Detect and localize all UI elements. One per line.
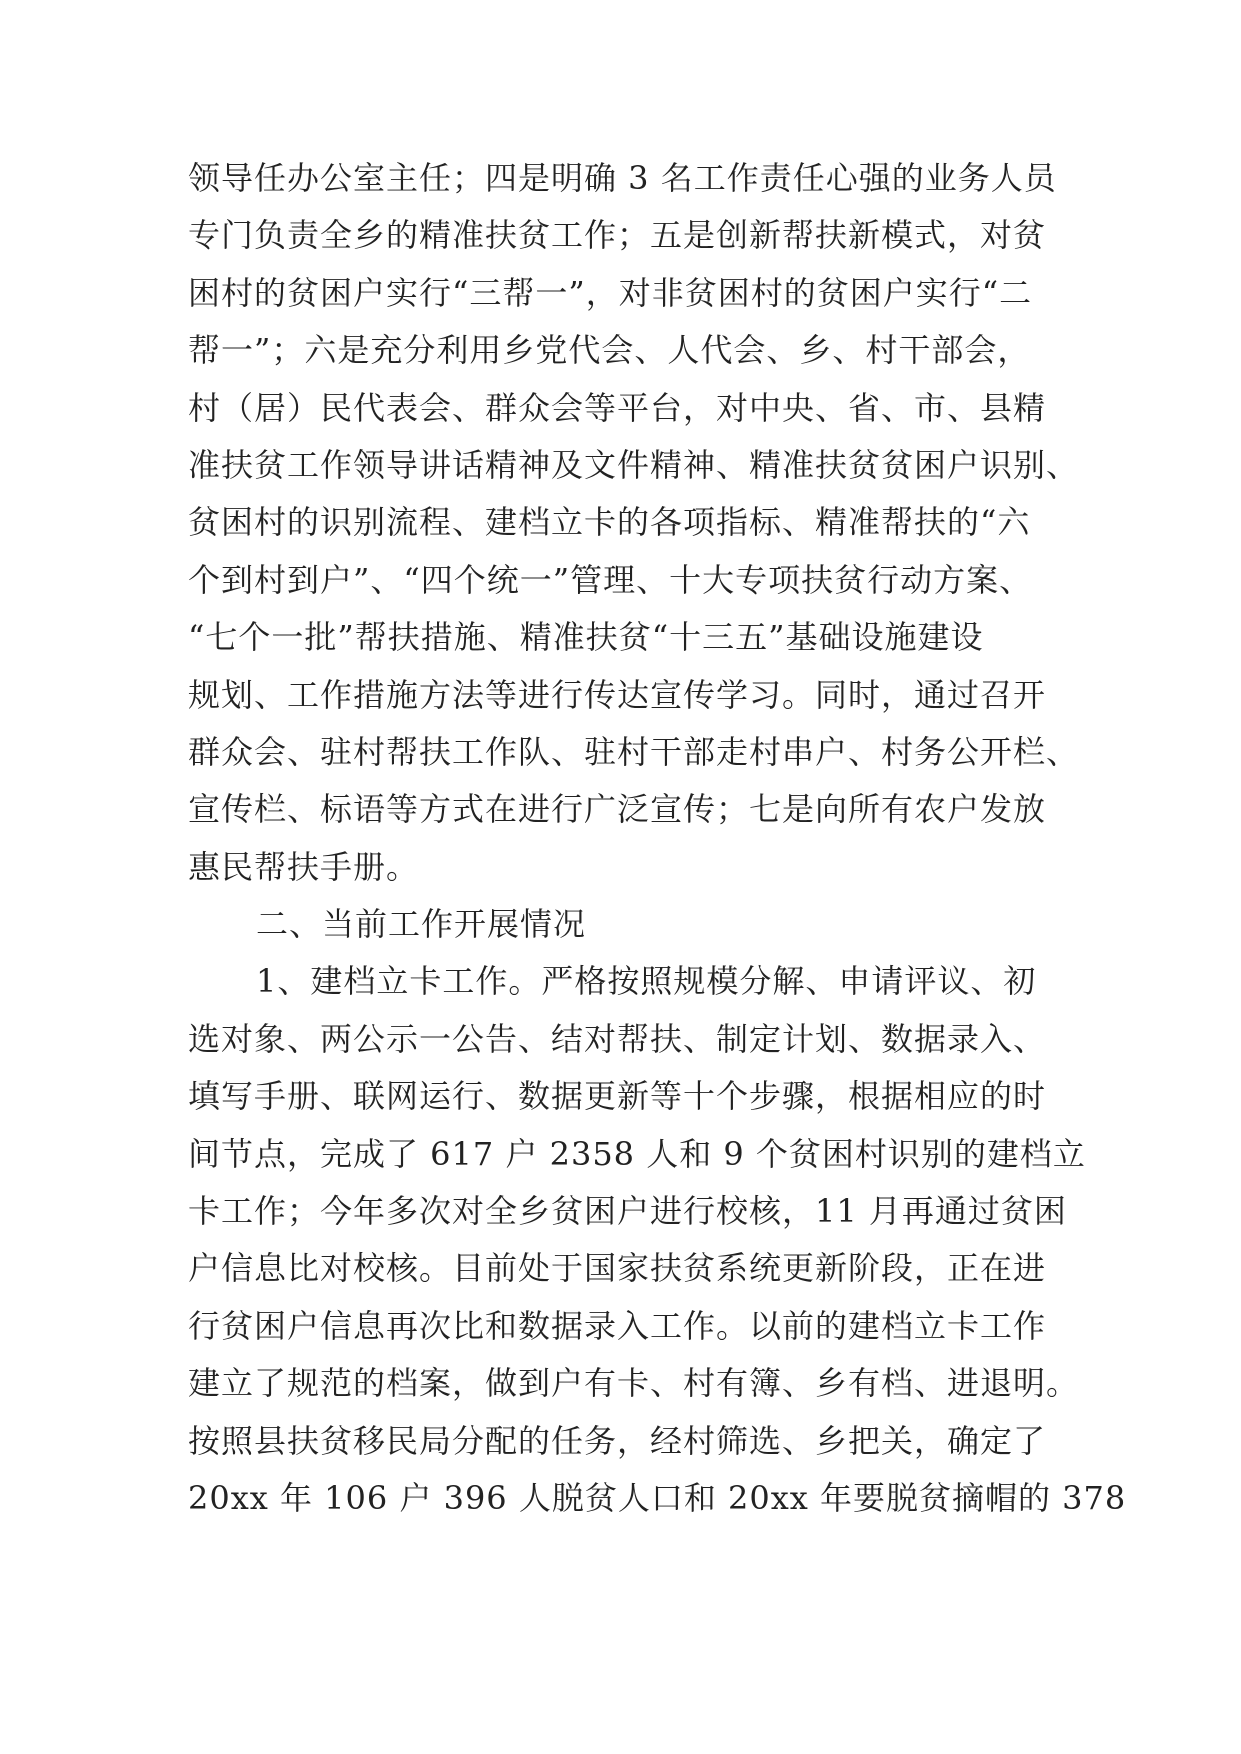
text-line: 贫困村的识别流程、建档立卡的各项指标、精准帮扶的“六 xyxy=(188,503,1031,542)
text-line: 个到村到户”、“四个统一”管理、十大专项扶贫行动方案、 xyxy=(188,560,1033,599)
text-line: 户信息比对校核。目前处于国家扶贫系统更新阶段，正在进 xyxy=(188,1249,1047,1288)
text-line: 填写手册、联网运行、数据更新等十个步骤，根据相应的时 xyxy=(188,1077,1047,1116)
text-line: “七个一批”帮扶措施、精准扶贫“十三五”基础设施建设 xyxy=(188,618,984,657)
text-line: 卡工作；今年多次对全乡贫困户进行校核，11 月再通过贫困 xyxy=(188,1192,1067,1231)
section-heading: 二、当前工作开展情况 xyxy=(256,905,587,944)
text-line: 间节点，完成了 617 户 2358 人和 9 个贫困村识别的建档立 xyxy=(188,1134,1086,1173)
text-line: 规划、工作措施方法等进行传达宣传学习。同时，通过召开 xyxy=(188,675,1047,714)
text-line: 村（居）民代表会、群众会等平台，对中央、省、市、县精 xyxy=(188,388,1047,427)
text-line: 选对象、两公示一公告、结对帮扶、制定计划、数据录入、 xyxy=(188,1019,1047,1058)
text-line: 建立了规范的档案，做到户有卡、村有簿、乡有档、进退明。 xyxy=(188,1364,1080,1403)
document-body xyxy=(188,150,1127,1527)
paragraph-first-line: 1、建档立卡工作。严格按照规模分解、申请评议、初 xyxy=(256,962,1037,1001)
text-line: 困村的贫困户实行“三帮一”，对非贫困村的贫困户实行“二 xyxy=(188,273,1033,312)
text-line: 按照县扶贫移民局分配的任务，经村筛选、乡把关，确定了 xyxy=(188,1421,1047,1460)
text-line: 宣传栏、标语等方式在进行广泛宣传；七是向所有农户发放 xyxy=(188,790,1047,829)
text-line: 专门负责全乡的精准扶贫工作；五是创新帮扶新模式，对贫 xyxy=(188,216,1047,255)
text-line: 行贫困户信息再次比和数据录入工作。以前的建档立卡工作 xyxy=(188,1306,1047,1345)
text-line: 20xx 年 106 户 396 人脱贫人口和 20xx 年要脱贫摘帽的 378 xyxy=(188,1478,1127,1517)
text-line: 惠民帮扶手册。 xyxy=(188,847,420,886)
text-line: 群众会、驻村帮扶工作队、驻村干部走村串户、村务公开栏、 xyxy=(188,732,1080,771)
text-line: 准扶贫工作领导讲话精神及文件精神、精准扶贫贫困户识别、 xyxy=(188,445,1080,484)
text-line: 领导任办公室主任；四是明确 3 名工作责任心强的业务人员 xyxy=(188,159,1057,197)
text-line: 帮一”；六是充分利用乡党代会、人代会、乡、村干部会， xyxy=(188,331,1031,370)
